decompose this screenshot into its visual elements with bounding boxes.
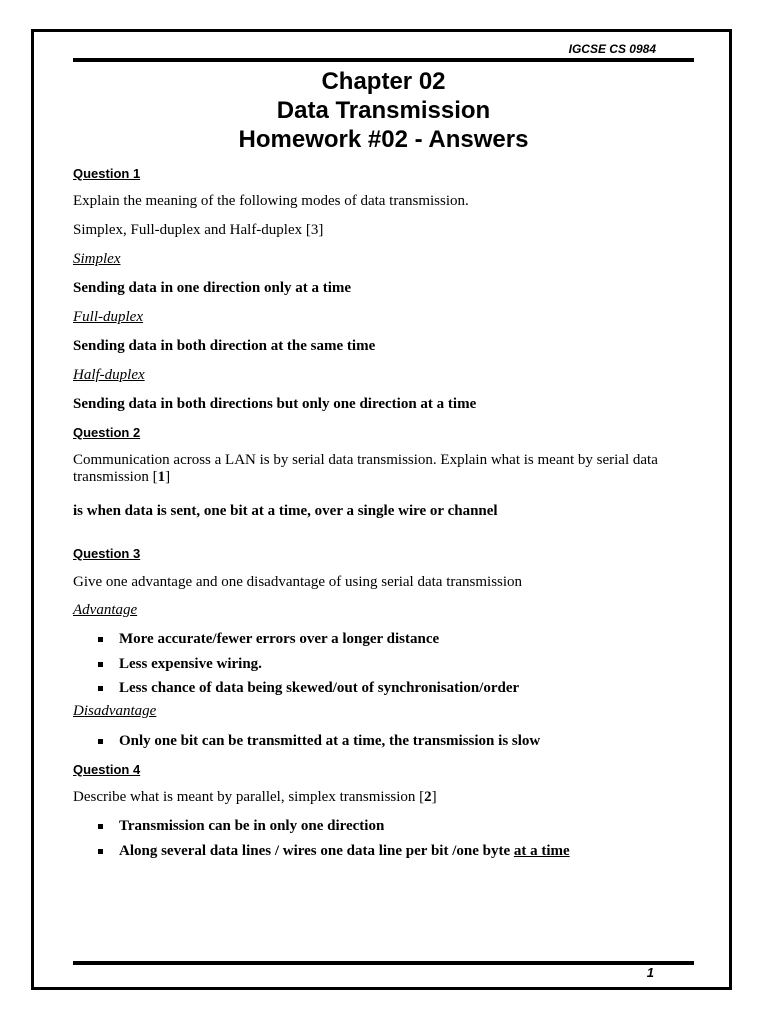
- question-4-answer-text: Transmission can be in only one direction: [119, 818, 385, 834]
- bullet-square-icon: [98, 637, 103, 642]
- chapter-title: Chapter 02: [321, 68, 446, 95]
- full-duplex-answer: Sending data in both direction at the same time: [73, 338, 376, 354]
- bullet-square-icon: [98, 849, 103, 854]
- full-duplex-label: Full-duplex: [73, 309, 143, 325]
- course-code: IGCSE CS 0984: [568, 42, 656, 56]
- bullet-square-icon: [98, 662, 103, 667]
- simplex-label: Simplex: [73, 251, 121, 267]
- half-duplex-answer: Sending data in both directions but only one direction at a time: [73, 396, 477, 412]
- question-4-answer-emphasis: at a time: [513, 843, 570, 859]
- question-2-prompt: [73, 452, 693, 486]
- question-1-prompt: Explain the meaning of the following modes of data transmission.: [73, 193, 469, 209]
- simplex-answer: Sending data in one direction only at a time: [73, 280, 352, 296]
- disadvantage-text: Only one bit can be transmitted at a time, the transmission is slow: [119, 733, 541, 749]
- homework-title: Homework #02 - Answers: [238, 126, 529, 153]
- question-4-answer-text: [119, 843, 570, 860]
- question-4-mark: 2: [424, 789, 432, 805]
- question-1-heading: Question 1: [73, 166, 141, 181]
- question-2-prompt-line2: transmission [: [73, 469, 158, 485]
- advantage-text: Less chance of data being skewed/out of synchronisation/order: [119, 680, 520, 696]
- question-4-prompt: [73, 789, 693, 806]
- question-2-heading: Question 2: [73, 425, 141, 440]
- half-duplex-label: Half-duplex: [73, 367, 145, 383]
- question-2-prompt-line1: Communication across a LAN is by serial data transmission. Explain what is meant by serial data: [73, 452, 658, 468]
- question-4-prompt-close: ]: [431, 789, 437, 805]
- disadvantage-label: Disadvantage: [73, 703, 157, 719]
- advantage-text: Less expensive wiring.: [119, 656, 262, 672]
- advantage-text: More accurate/fewer errors over a longer distance: [119, 631, 440, 647]
- question-2-mark: 1: [157, 469, 166, 485]
- question-4-answer-main: Along several data lines / wires one data line per bit /one byte: [119, 843, 514, 859]
- topic-title: Data Transmission: [276, 97, 491, 124]
- question-2-prompt-close: ]: [165, 469, 171, 485]
- question-4-prompt-text: Describe what is meant by parallel, simplex transmission [: [73, 789, 425, 805]
- question-1-modes: Simplex, Full-duplex and Half-duplex [3]: [73, 222, 324, 238]
- document-body: [73, 0, 693, 1024]
- bullet-square-icon: [98, 686, 103, 691]
- question-4-heading: Question 4: [73, 762, 141, 777]
- question-3-heading: Question 3: [73, 546, 141, 561]
- bullet-square-icon: [98, 739, 103, 744]
- advantage-label: Advantage: [73, 602, 138, 618]
- question-3-prompt: Give one advantage and one disadvantage of using serial data transmission: [73, 574, 523, 590]
- question-2-answer: is when data is sent, one bit at a time, over a single wire or channel: [73, 503, 498, 519]
- bullet-square-icon: [98, 824, 103, 829]
- footer-rule: [73, 961, 694, 965]
- page-number: 1: [646, 965, 654, 980]
